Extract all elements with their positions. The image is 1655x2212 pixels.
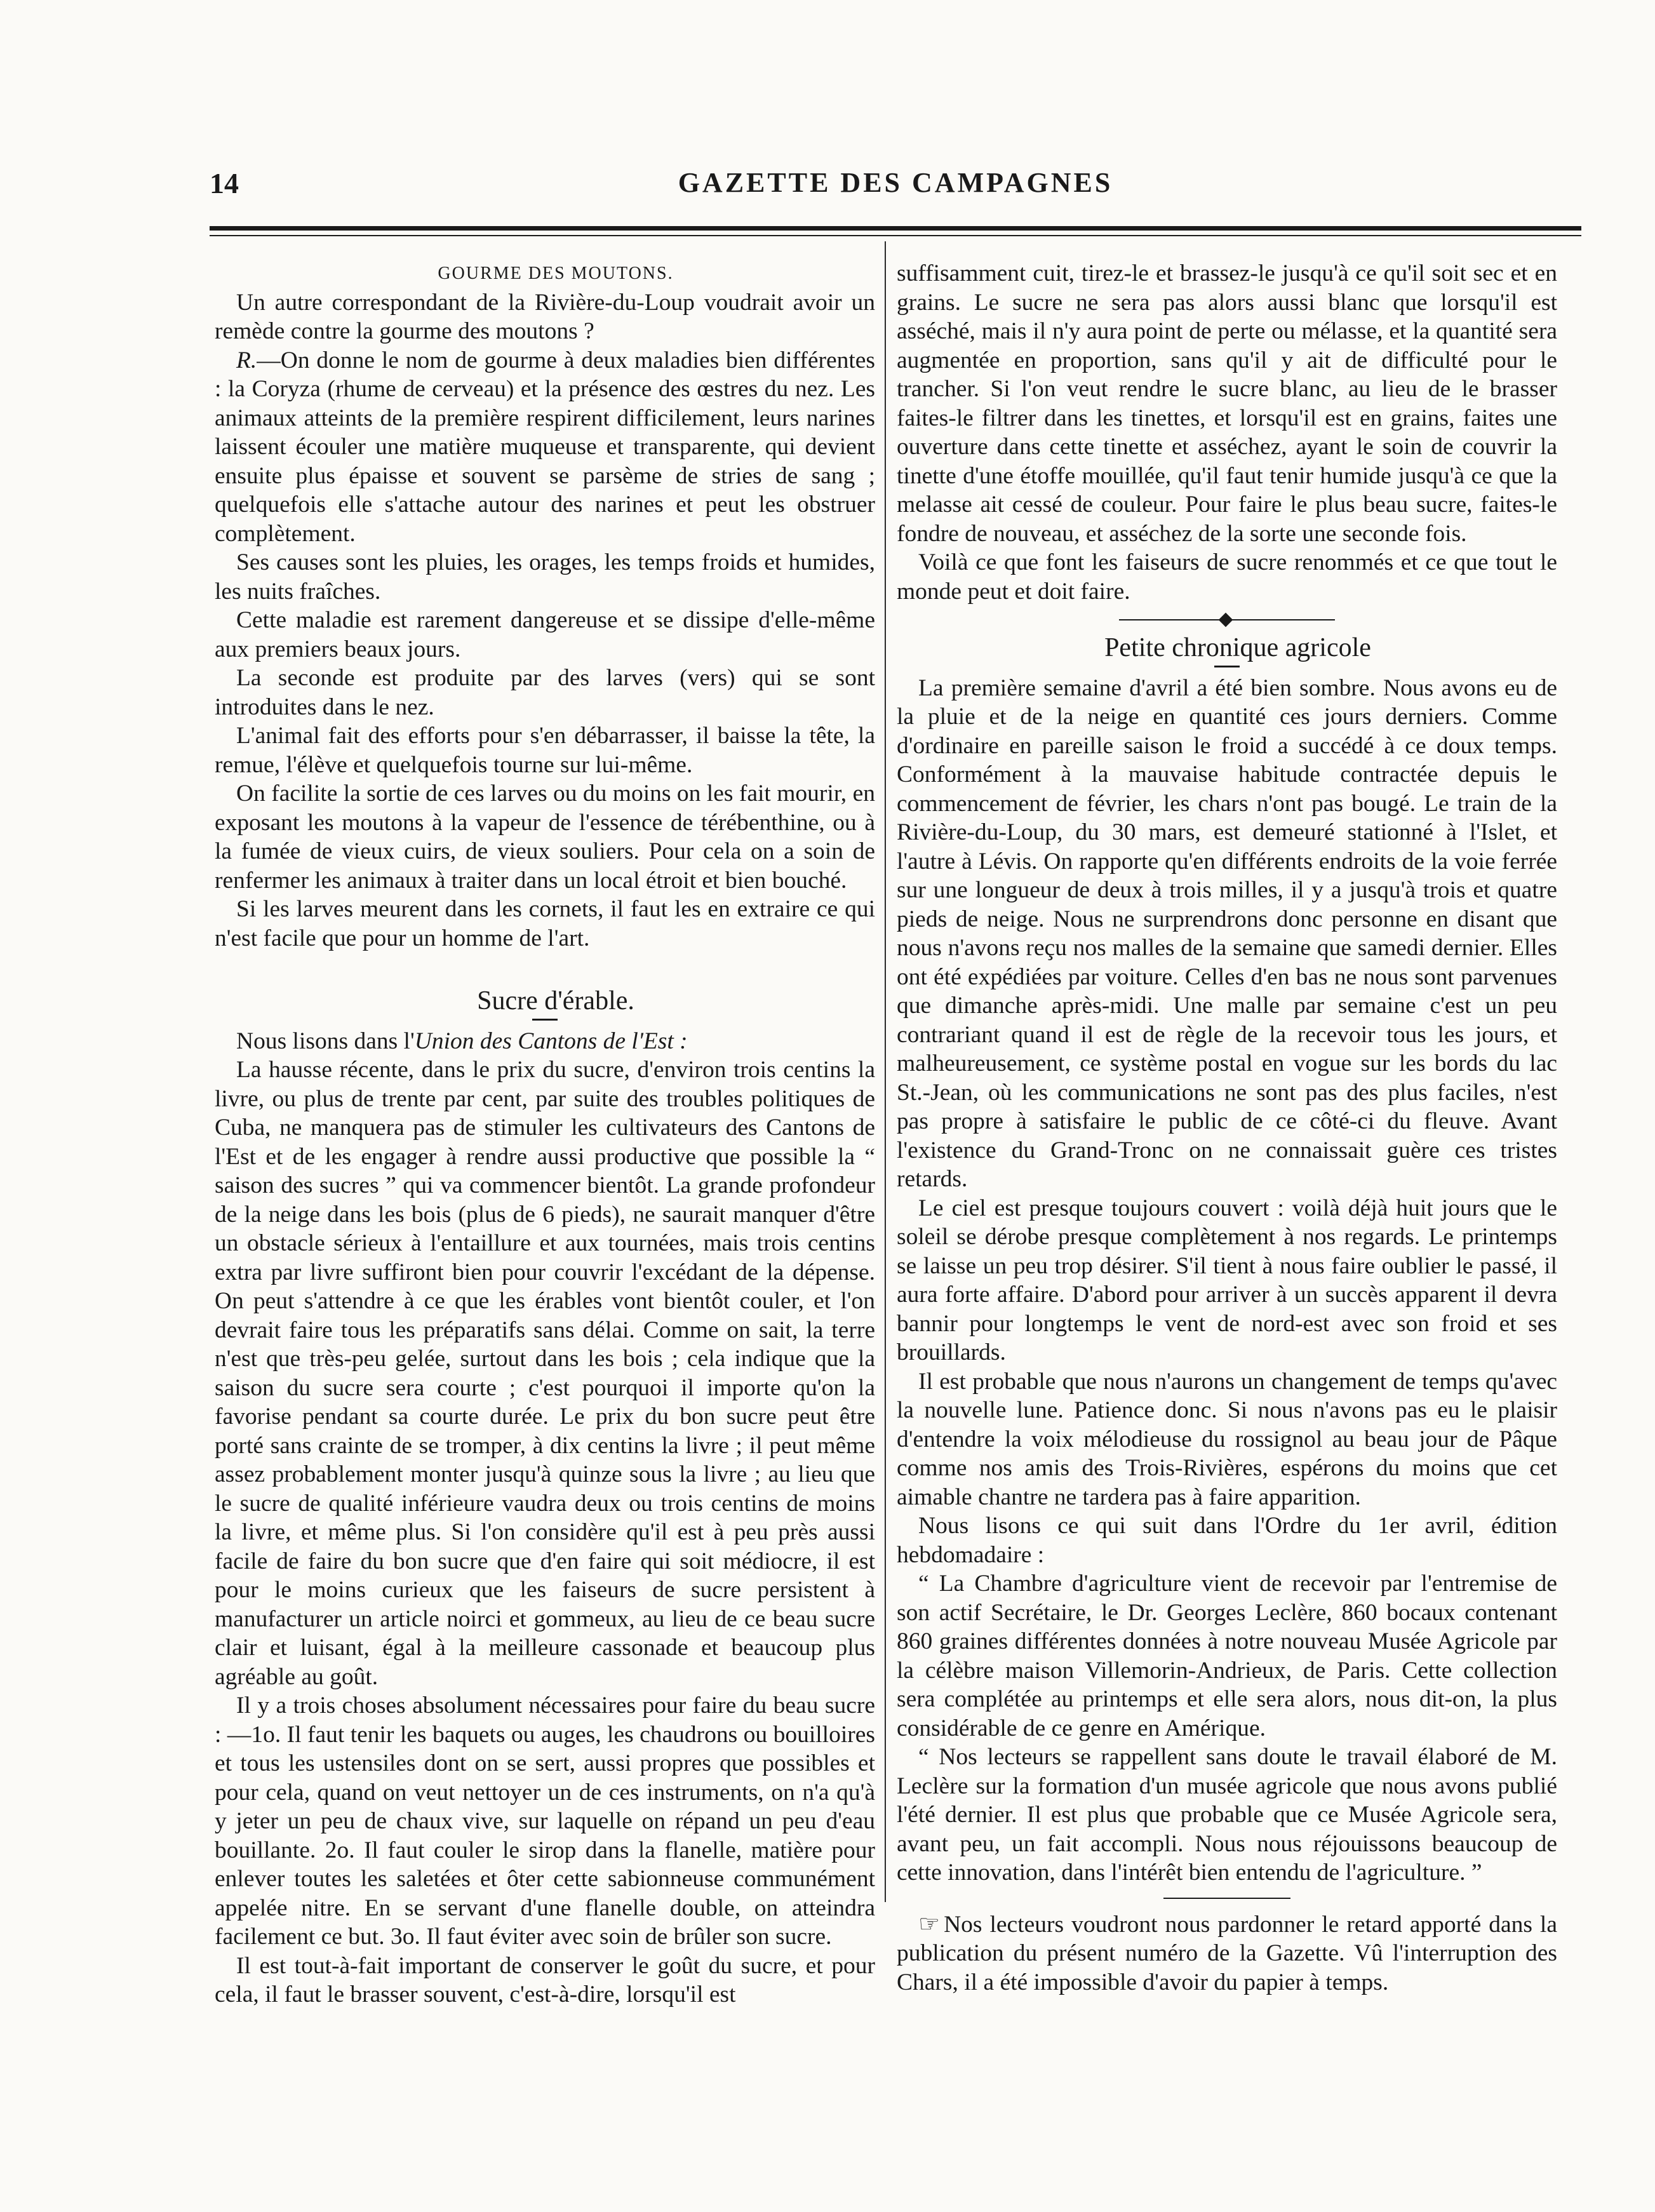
paragraph: Un autre correspondant de la Rivière-du-Loup voudrait avoir un remède contre la gourme des moutons ? xyxy=(215,289,875,344)
paragraph: La seconde est produite par des larves (vers) qui se sont introduites dans le nez. xyxy=(215,665,875,720)
paragraph: On facilite la sortie de ces larves ou du moins on les fait mourir, en exposant les moutons à la vapeur de l'essence de térébenthine, ou à la fumée de vieux cuirs, de vieux souliers. Pour cela on a soin de renfermer les animaux à traiter dans un local étroit et bien bouché. xyxy=(215,781,875,894)
paragraph: Nous lisons dans l'Union des Cantons de l'Est : xyxy=(236,1028,688,1054)
section-heading-sucre: Sucre d'érable. xyxy=(477,986,634,1016)
header-rule-thin xyxy=(210,235,1581,236)
header-rule-thick xyxy=(210,226,1581,231)
right-column xyxy=(897,259,1557,1997)
paragraph: Cette maladie est rarement dangereuse et se dissipe d'elle-même aux premiers beaux jours. xyxy=(215,607,875,662)
paragraph: suffisamment cuit, tirez-le et brassez-le jusqu'à ce qu'il soit sec et en grains. Le sucre ne sera pas alors aussi blanc que lorsqu'il est asséché, mais il n'y aura point de perte ou mélasse, et la quantité sera augmentée en proportion, sans qu'il y ait de difficulté pour le trancher. Si l'on veut rendre le sucre blanc, au lieu de le brasser faites-le filtrer dans les tinettes, et lorsqu'il est en grains, faites une ouverture dans cette tinette et asséchez, ayant le soin de couvrir la tinette d'une étoffe mouillée, qu'il faut tenir humide jusqu'à ce que la melasse ait cessé de couleur. Pour faire le plus beau sucre, faites-le fondre de nouveau, et asséchez de la sorte une seconde fois. xyxy=(897,260,1557,547)
paragraph: Ses causes sont les pluies, les orages, les temps froids et humides, les nuits fraîches. xyxy=(215,549,875,605)
paragraph: Il y a trois choses absolument nécessaires pour faire du beau sucre : —1o. Il faut tenir les baquets ou auges, les chaudrons ou bouilloires et tous les ustensiles dont on se sert, aussi propres que possibles et pour cela, quand on veut nettoyer un de ces instruments, on n'a qu'à y jeter un peu de chaux vive, sur laquelle on répand un peu d'eau bouillante. 2o. Il faut couler le sirop dans la flanelle, matière pour enlever toutes les saletées et ôter cette sabionneuse communément appelée nitre. En se servant d'une flanelle double, on atteindra facilement ce but. 3o. Il faut éviter avec soin de brûler son sucre. xyxy=(215,1693,875,1950)
reply-marker: R. xyxy=(236,347,257,373)
paragraph: L'animal fait des efforts pour s'en débarrasser, il baisse la tête, la remue, l'élève et quelquefois tourne sur lui-même. xyxy=(215,723,875,778)
paragraph: Nous lisons ce qui suit dans l'Ordre du 1er avril, édition hebdomadaire : xyxy=(897,1513,1557,1568)
paragraph: La hausse récente, dans le prix du sucre, d'environ trois centins la livre, ou plus de trente par cent, par suite des troubles politiques de Cuba, ne manquera pas de stimuler les cultivateurs des Cantons de l'Est et de les engager à rendre aussi productive que possible la “ saison des sucres ” qui va commencer bientôt. La grande profondeur de la neige dans les bois (plus de 6 pieds), ne saurait manquer d'être un obstacle sérieux à l'entaillure et aux tournées, mais trois centins extra par livre suffiront bien pour couvrir l'excédant de la dépense. On peut s'attendre à ce que les érables vont bientôt couler, et l'on devrait faire tous les préparatifs sans délai. Comme on sait, la terre n'est que très-peu gelée, surtout dans les bois ; cela indique que la saison du sucre sera courte ; c'est pourquoi il importe qu'on la favorise pendant sa courte durée. Le prix du bon sucre peut être porté sans crainte de se tromper, à dix centins la livre ; il peut même assez probablement monter jusqu'à quinze sous la livre ; au lieu que le sucre de qualité inférieure vaudra deux ou trois centins de moins la livre, et même plus. Si l'on considère qu'il est à peu près aussi facile de faire du bon sucre que d'en faire qui soit médiocre, il est pour le moins curieux que les faiseurs de sucre persistent à manufacturer un article noirci et gommeux, au lieu de ce beau sucre clair et luisant, égal à la meilleure cassonade et beaucoup plus agréable au goût. xyxy=(215,1057,875,1690)
heading-dash xyxy=(532,1019,558,1021)
paragraph: Il est tout-à-fait important de conserver le goût du sucre, et pour cela, il faut le brasser souvent, c'est-à-dire, lorsqu'il est xyxy=(215,1952,875,2008)
spacer xyxy=(215,953,875,987)
running-head xyxy=(210,166,1581,204)
ornament-rule xyxy=(1119,613,1335,626)
paragraph: R.—On donne le nom de gourme à deux maladies bien différentes : la Coryza (rhume de cerveau) et la présence des œstres du nez. Les animaux atteints de la première respirent difficilement, leurs narines laissent écouler une matière muqueuse et transparente, qui devient ensuite plus épaisse et souvent se parsème de stries de sang ; quelquefois elle s'attache autour des narines et peut les obstruer complètement. xyxy=(215,347,875,547)
paragraph: Voilà ce que font les faiseurs de sucre renommés et ce que tout le monde peut et doit faire. xyxy=(897,549,1557,605)
section-heading-gourme: GOURME DES MOUTONS. xyxy=(438,264,674,283)
page-number: 14 xyxy=(210,167,239,199)
heading-dash xyxy=(1214,666,1240,667)
pointing-hand-icon: ☞ xyxy=(918,1910,941,1938)
quote-paragraph: “ Nos lecteurs se rappellent sans doute le travail élaboré de M. Leclère sur la formation d'un musée agricole que nous avons publié l'été dernier. Il est plus que probable que ce Musée Agricole sera, avant peu, un fait accompli. Nous nous réjouissons beaucoup de cette innovation, dans l'intérêt bien entendu de l'agriculture. ” xyxy=(897,1744,1557,1886)
left-column xyxy=(215,259,875,2009)
journal-title: GAZETTE DES CAMPAGNES xyxy=(678,167,1113,198)
ornament-diamond xyxy=(1219,613,1233,627)
paragraph: Si les larves meurent dans les cornets, il faut les en extraire ce qui n'est facile que pour un homme de l'art. xyxy=(215,896,875,951)
quote-paragraph: “ La Chambre d'agriculture vient de recevoir par l'entremise de son actif Secrétaire, le Dr. Georges Leclère, 860 bocaux contenant 860 graines différentes données à notre nouveau Musée Agricole par la célèbre maison Villemorin-Andrieux, de Paris. Cette collection sera complétée au printemps et elle sera alors, nous dit-on, la plus considérable de ce genre en Amérique. xyxy=(897,1571,1557,1741)
section-heading-chronique: Petite chronique agricole xyxy=(1104,633,1371,662)
column-divider xyxy=(885,241,886,1902)
short-rule xyxy=(1163,1898,1290,1899)
paragraph: La première semaine d'avril a été bien sombre. Nous avons eu de la pluie et de la neige en quantité ces jours derniers. Comme d'ordinaire en pareille saison le froid a succédé à ce doux temps. Conformément à la mauvaise habitude contractée depuis le commencement de février, les chars n'ont pas bougé. Le train de la Rivière-du-Loup, du 30 mars, est demeuré stationné à l'Islet, et l'autre à Lévis. On rapporte qu'en différents endroits de la voie ferrée sur une longueur de deux à trois milles, il y a jusqu'à trois et quatre pieds de neige. Nous ne surprendrons donc personne en disant que nous n'avons reçu nos malles de la semaine que samedi dernier. Elles ont été expédiées par voiture. Celles d'en bas ne nous sont parvenues que dimanche après-midi. Une malle par semaine c'est un peu contrariant quand il est de règle de la recevoir tous les jours, et malheureusement, ce système postal en vogue sur les bords du lac St.-Jean, où les communications ne sont pas des plus faciles, n'est pas propre à satisfaire le public de ce côté-ci du fleuve. Avant l'existence du Grand-Tronc on ne connaissait guère ces tristes retards. xyxy=(897,674,1557,1192)
paragraph: Il est probable que nous n'aurons un changement de temps qu'avec la nouvelle lune. Patience donc. Si nous n'avons pas eu le plaisir d'entendre la voix mélodieuse du rossignol au beau jour de Pâque comme nos amis des Trois-Rivières, espérons du moins que cet aimable chantre ne tardera pas à faire apparition. xyxy=(897,1368,1557,1510)
notice-paragraph: ☞ Nos lecteurs voudront nous pardonner le retard apporté dans la publication du présent numéro de la Gazette. Vû l'interruption des Chars, il a été impossible d'avoir du papier à temps. xyxy=(897,1910,1557,1995)
paragraph: Le ciel est presque toujours couvert : voilà déjà huit jours que le soleil se dérobe presque complètement à nos regards. Le printemps se laisse un peu trop désirer. S'il tient à nous faire oublier le passé, il aura forte affaire. D'abord pour arriver à un succès apparent il devra bannir pour longtemps le vent de nord-est avec son froid et ses brouillards. xyxy=(897,1195,1557,1365)
